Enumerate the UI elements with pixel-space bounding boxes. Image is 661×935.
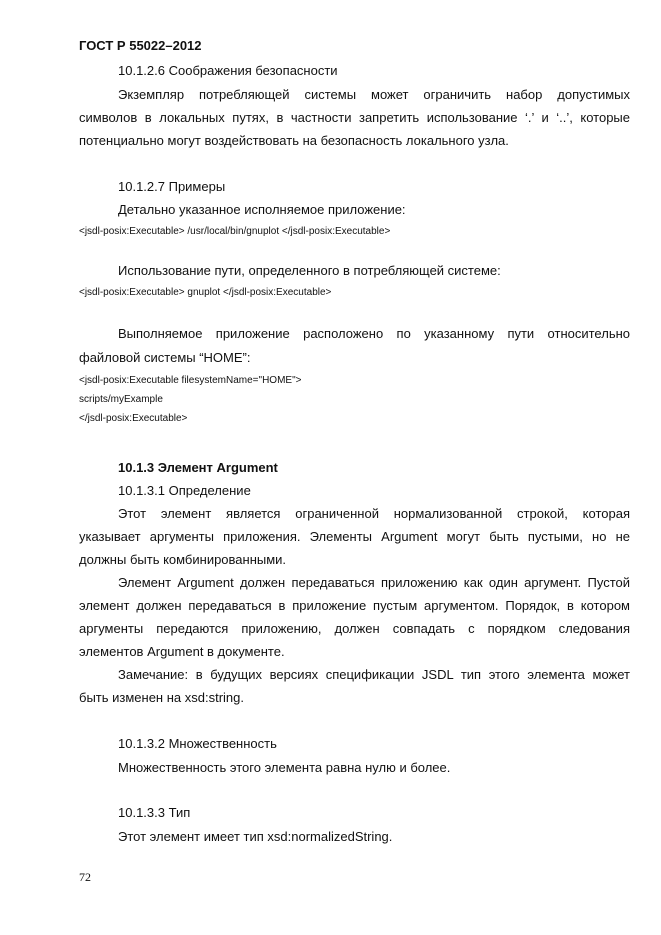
paragraph-line: Использование пути, определенного в потребляющей системе:: [118, 263, 501, 278]
paragraph-line: потенциально могут воздействовать на безопасность локального узла.: [79, 133, 509, 148]
section-heading-security: 10.1.2.6 Соображения безопасности: [118, 63, 338, 78]
section-heading-examples: 10.1.2.7 Примеры: [118, 179, 226, 194]
paragraph-line: указывает аргументы приложения. Элементы Argument могут быть пустыми, но не: [79, 529, 630, 544]
paragraph-line: Экземпляр потребляющей системы может ограничить набор допустимых: [118, 87, 630, 102]
paragraph-line: Элемент Argument должен передаваться приложению как один аргумент. Пустой: [118, 575, 630, 590]
paragraph-line: символов в локальных путях, в частности запретить использование ‘.’ и ‘..’, которые: [79, 110, 630, 125]
paragraph-line: Детально указанное исполняемое приложение:: [118, 202, 406, 217]
paragraph-line: элемент должен передаваться в приложение пустым аргументом. Порядок, в котором: [79, 598, 630, 613]
paragraph-line: быть изменен на xsd:string.: [79, 690, 244, 705]
paragraph-line: файловой системы “HOME”:: [79, 350, 251, 365]
code-line: <jsdl-posix:Executable filesystemName="HOME">: [79, 375, 302, 386]
paragraph-line: должны быть комбинированными.: [79, 552, 287, 567]
paragraph-line: Этот элемент является ограниченной нормализованной строкой, которая: [118, 506, 630, 521]
subsection-heading-type: 10.1.3.3 Тип: [118, 805, 191, 820]
code-line: <jsdl-posix:Executable> gnuplot </jsdl-posix:Executable>: [79, 287, 332, 298]
paragraph-line: элементов Argument в документе.: [79, 644, 285, 659]
paragraph-line: Выполняемое приложение расположено по указанному пути относительно: [118, 326, 630, 341]
page-number: 72: [79, 870, 91, 884]
subsection-heading-multiplicity: 10.1.3.2 Множественность: [118, 736, 277, 751]
code-line: </jsdl-posix:Executable>: [79, 413, 188, 424]
paragraph-line: Множественность этого элемента равна нулю и более.: [118, 760, 451, 775]
paragraph-line: аргументы передаются приложению, должен совпадать с порядком следования: [79, 621, 630, 636]
paragraph-line: Замечание: в будущих версиях спецификации JSDL тип этого элемента может: [118, 667, 630, 682]
paragraph-line: Этот элемент имеет тип xsd:normalizedString.: [118, 829, 393, 844]
subsection-heading-definition: 10.1.3.1 Определение: [118, 483, 251, 498]
code-line: <jsdl-posix:Executable> /usr/local/bin/gnuplot </jsdl-posix:Executable>: [79, 226, 391, 237]
document-header: ГОСТ Р 55022–2012: [79, 38, 202, 53]
section-heading-argument: 10.1.3 Элемент Argument: [118, 460, 278, 475]
code-line: scripts/myExample: [79, 394, 163, 405]
